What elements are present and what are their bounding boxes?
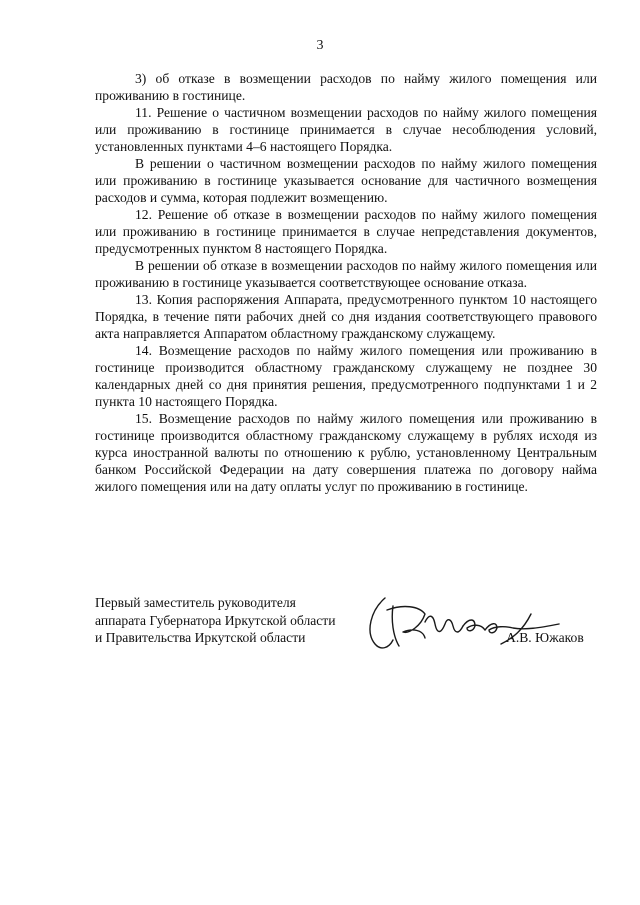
document-body [95, 70, 597, 495]
signatory-title-line-3: и Правительства Иркутской области [95, 630, 306, 645]
paragraph-clause-12-detail: В решении об отказе в возмещении расходов по найму жилого помещения или проживанию в гостинице указывается соответствующее основание отказа. [95, 258, 597, 290]
handwritten-signature [363, 584, 563, 664]
paragraph-item-3: 3) об отказе в возмещении расходов по найму жилого помещения или проживанию в гостинице. [95, 71, 597, 103]
paragraph-clause-11: 11. Решение о частичном возмещении расходов по найму жилого помещения или проживанию в гостинице принимается в случае несоблюдения условий, установленных пунктами 4–6 настоящего Порядка. [95, 105, 597, 154]
page-number: 3 [316, 38, 324, 53]
signature-block [95, 594, 605, 664]
signatory-title-line-1: Первый заместитель руководителя [95, 595, 296, 610]
paragraph-clause-12: 12. Решение об отказе в возмещении расходов по найму жилого помещения или проживанию в гостинице принимается в случае непредставления документов, предусмотренных пунктом 8 настоящего Порядка. [95, 207, 597, 256]
signatory-name: А.В. Южаков [506, 630, 584, 645]
paragraph-clause-13: 13. Копия распоряжения Аппарата, предусмотренного пунктом 10 настоящего Порядка, в течение пяти рабочих дней со дня издания соответствующего правового акта направляется Аппаратом областному гражданскому служащему. [95, 292, 597, 341]
paragraph-clause-15: 15. Возмещение расходов по найму жилого помещения или проживанию в гостинице производится областному гражданскому служащему в рублях исходя из курса иностранной валюты по отношению к рублю, установленному Центральным банком Российской Федерации на дату совершения платежа по договору найма жилого помещения или на дату оплаты услуг по проживанию в гостинице. [95, 411, 597, 494]
signatory-title [95, 594, 336, 647]
paragraph-clause-11-detail: В решении о частичном возмещении расходов по найму жилого помещения или проживанию в гостинице указывается основание для частичного возмещения расходов и сумма, которая подлежит возмещению. [95, 156, 597, 205]
signatory-title-line-2: аппарата Губернатора Иркутской области [95, 612, 336, 628]
paragraph-clause-14: 14. Возмещение расходов по найму жилого помещения или проживанию в гостинице производится областному гражданскому служащему не позднее 30 календарных дней со дня принятия решения, предусмотренного подпунктами 1 и 2 пункта 10 настоящего Порядка. [95, 343, 597, 409]
